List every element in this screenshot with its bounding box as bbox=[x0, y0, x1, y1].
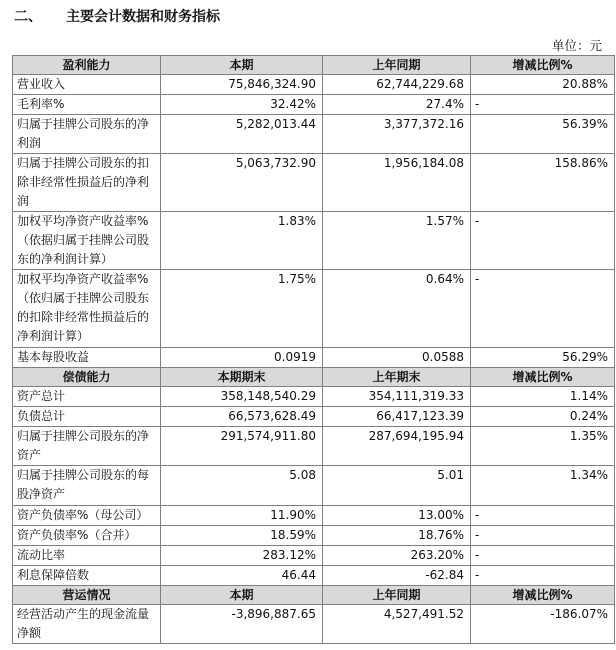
prior-value: 263.20% bbox=[323, 546, 471, 566]
row-label: 资产总计 bbox=[13, 387, 161, 407]
header-cell: 本期期末 bbox=[161, 368, 323, 387]
table-row bbox=[13, 407, 615, 427]
table-row bbox=[13, 605, 615, 644]
header-cell: 上年同期 bbox=[323, 56, 471, 75]
row-label: 营业收入 bbox=[13, 75, 161, 95]
prior-value: 4,527,491.52 bbox=[323, 605, 471, 644]
change-value: 1.34% bbox=[471, 466, 615, 506]
row-label: 加权平均净资产收益率%（依归属于挂牌公司股东的扣除非经常性损益后的净利润计算） bbox=[13, 270, 161, 348]
row-label: 加权平均净资产收益率%（依据归属于挂牌公司股东的净利润计算） bbox=[13, 212, 161, 270]
prior-value: 3,377,372.16 bbox=[323, 115, 471, 154]
prior-value: 354,111,319.33 bbox=[323, 387, 471, 407]
header-cell: 盈利能力 bbox=[13, 56, 161, 75]
table-row bbox=[13, 387, 615, 407]
current-value: 358,148,540.29 bbox=[161, 387, 323, 407]
table-row bbox=[13, 506, 615, 526]
row-label: 资产负债率%（母公司） bbox=[13, 506, 161, 526]
header-cell: 增减比例% bbox=[471, 368, 615, 387]
row-label: 负债总计 bbox=[13, 407, 161, 427]
current-value: 0.0919 bbox=[161, 348, 323, 368]
current-value: 75,846,324.90 bbox=[161, 75, 323, 95]
change-value: - bbox=[471, 212, 615, 270]
change-value: - bbox=[471, 95, 615, 115]
header-cell: 上年同期 bbox=[323, 586, 471, 605]
prior-value: 1,956,184.08 bbox=[323, 154, 471, 212]
row-label: 毛利率% bbox=[13, 95, 161, 115]
current-value: 5.08 bbox=[161, 466, 323, 506]
header-cell: 偿债能力 bbox=[13, 368, 161, 387]
change-value: 1.35% bbox=[471, 427, 615, 466]
prior-value: 1.57% bbox=[323, 212, 471, 270]
header-cell: 本期 bbox=[161, 56, 323, 75]
header-cell: 增减比例% bbox=[471, 586, 615, 605]
table-row bbox=[13, 115, 615, 154]
table-row bbox=[13, 546, 615, 566]
current-value: 5,282,013.44 bbox=[161, 115, 323, 154]
change-value: - bbox=[471, 546, 615, 566]
change-value: -186.07% bbox=[471, 605, 615, 644]
financial-indicators-table bbox=[12, 55, 615, 644]
table-row bbox=[13, 270, 615, 348]
current-value: 66,573,628.49 bbox=[161, 407, 323, 427]
table-row bbox=[13, 154, 615, 212]
row-label: 归属于挂牌公司股东的扣除非经常性损益后的净利润 bbox=[13, 154, 161, 212]
current-value: 5,063,732.90 bbox=[161, 154, 323, 212]
table-row bbox=[13, 348, 615, 368]
prior-value: 27.4% bbox=[323, 95, 471, 115]
row-label: 经营活动产生的现金流量净额 bbox=[13, 605, 161, 644]
current-value: 11.90% bbox=[161, 506, 323, 526]
table-row bbox=[13, 466, 615, 506]
table-row bbox=[13, 427, 615, 466]
current-value: 32.42% bbox=[161, 95, 323, 115]
row-label: 基本每股收益 bbox=[13, 348, 161, 368]
table-row bbox=[13, 212, 615, 270]
header-cell: 增减比例% bbox=[471, 56, 615, 75]
row-label: 归属于挂牌公司股东的净资产 bbox=[13, 427, 161, 466]
current-value: 18.59% bbox=[161, 526, 323, 546]
change-value: 158.86% bbox=[471, 154, 615, 212]
current-value: -3,896,887.65 bbox=[161, 605, 323, 644]
prior-value: 5.01 bbox=[323, 466, 471, 506]
row-label: 流动比率 bbox=[13, 546, 161, 566]
change-value: - bbox=[471, 506, 615, 526]
change-value: 20.88% bbox=[471, 75, 615, 95]
change-value: 56.39% bbox=[471, 115, 615, 154]
prior-value: 0.64% bbox=[323, 270, 471, 348]
table-row bbox=[13, 566, 615, 586]
section-number: 二、 bbox=[14, 9, 42, 25]
header-row bbox=[13, 586, 615, 605]
header-cell: 本期 bbox=[161, 586, 323, 605]
prior-value: 66,417,123.39 bbox=[323, 407, 471, 427]
prior-value: 18.76% bbox=[323, 526, 471, 546]
prior-value: 287,694,195.94 bbox=[323, 427, 471, 466]
current-value: 291,574,911.80 bbox=[161, 427, 323, 466]
change-value: - bbox=[471, 270, 615, 348]
unit-note: 单位：元 bbox=[552, 38, 603, 53]
prior-value: 62,744,229.68 bbox=[323, 75, 471, 95]
header-row bbox=[13, 368, 615, 387]
prior-value: 13.00% bbox=[323, 506, 471, 526]
change-value: 1.14% bbox=[471, 387, 615, 407]
table-row bbox=[13, 75, 615, 95]
change-value: - bbox=[471, 566, 615, 586]
current-value: 283.12% bbox=[161, 546, 323, 566]
header-cell: 营运情况 bbox=[13, 586, 161, 605]
current-value: 46.44 bbox=[161, 566, 323, 586]
table-row bbox=[13, 526, 615, 546]
row-label: 资产负债率%（合并） bbox=[13, 526, 161, 546]
section-heading bbox=[14, 6, 220, 28]
change-value: 56.29% bbox=[471, 348, 615, 368]
change-value: 0.24% bbox=[471, 407, 615, 427]
prior-value: -62.84 bbox=[323, 566, 471, 586]
row-label: 归属于挂牌公司股东的每股净资产 bbox=[13, 466, 161, 506]
header-row bbox=[13, 56, 615, 75]
row-label: 归属于挂牌公司股东的净利润 bbox=[13, 115, 161, 154]
prior-value: 0.0588 bbox=[323, 348, 471, 368]
current-value: 1.75% bbox=[161, 270, 323, 348]
table-row bbox=[13, 95, 615, 115]
section-title: 主要会计数据和财务指标 bbox=[66, 9, 220, 25]
current-value: 1.83% bbox=[161, 212, 323, 270]
change-value: - bbox=[471, 526, 615, 546]
row-label: 利息保障倍数 bbox=[13, 566, 161, 586]
header-cell: 上年期末 bbox=[323, 368, 471, 387]
